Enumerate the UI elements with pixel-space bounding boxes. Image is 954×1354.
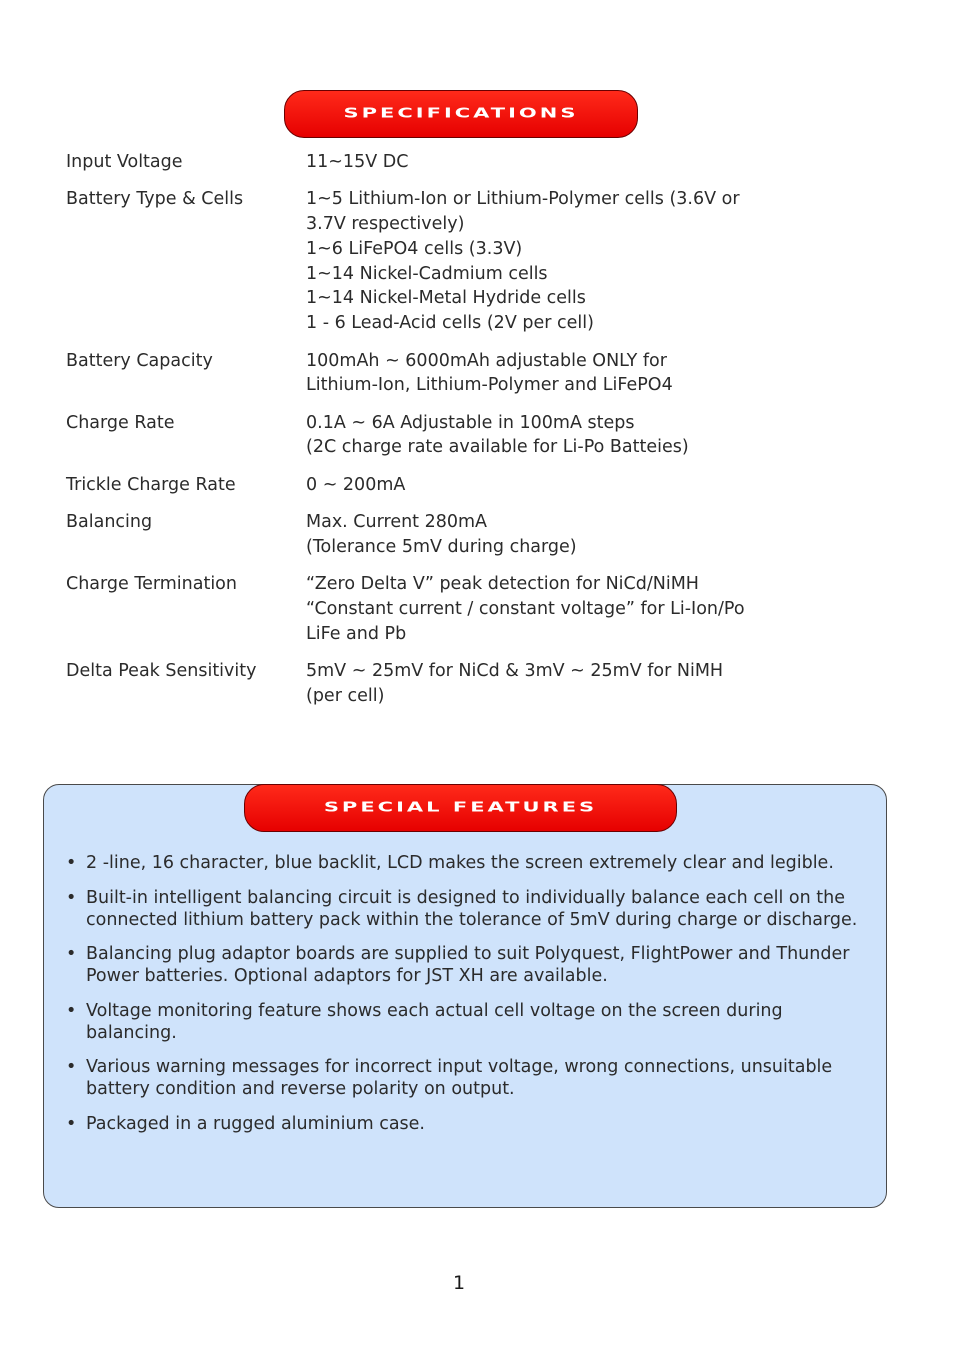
- spec-row: [66, 349, 826, 399]
- bullet-icon: •: [66, 887, 77, 908]
- spec-label: Charge Rate: [66, 412, 175, 433]
- specifications-heading-text: SPECIFICATIONS: [343, 105, 579, 121]
- spec-label: Delta Peak Sensitivity: [66, 661, 257, 682]
- spec-label: Balancing: [66, 512, 153, 533]
- feature-item: [66, 1113, 866, 1135]
- spec-value-line: (per cell): [306, 685, 385, 706]
- spec-label: Charge Termination: [66, 574, 237, 595]
- spec-value-line: “Zero Delta V” peak detection for NiCd/NiMH: [306, 574, 699, 595]
- feature-item: [66, 1056, 866, 1100]
- spec-value-line: 1~14 Nickel-Metal Hydride cells: [306, 288, 586, 309]
- spec-value-line: 100mAh ~ 6000mAh adjustable ONLY for: [306, 350, 667, 371]
- specifications-table: [66, 150, 826, 721]
- spec-value-line: (Tolerance 5mV during charge): [306, 536, 577, 557]
- spec-value-line: 1~14 Nickel-Cadmium cells: [306, 263, 548, 284]
- bullet-icon: •: [66, 1113, 77, 1134]
- special-features-heading: [244, 784, 677, 832]
- spec-value-line: Lithium-Ion, Lithium-Polymer and LiFePO4: [306, 375, 673, 396]
- feature-text: Various warning messages for incorrect input voltage, wrong connections, unsuitable battery condition and reverse polarity on output.: [86, 1057, 833, 1099]
- spec-value: [306, 473, 826, 498]
- spec-value-line: LiFe and Pb: [306, 623, 407, 644]
- spec-value: [306, 572, 826, 646]
- feature-item: [66, 1000, 866, 1044]
- special-features-list: [66, 852, 866, 1147]
- spec-value: [306, 150, 826, 175]
- specifications-heading: [284, 90, 638, 138]
- spec-value: [306, 349, 826, 399]
- spec-value-line: 1~5 Lithium-Ion or Lithium-Polymer cells (3.6V or: [306, 189, 740, 210]
- spec-row: [66, 187, 826, 336]
- spec-row: [66, 659, 826, 709]
- spec-value-line: Max. Current 280mA: [306, 512, 488, 533]
- bullet-icon: •: [66, 1057, 77, 1077]
- spec-row: [66, 411, 826, 461]
- spec-value-line: 0.1A ~ 6A Adjustable in 100mA steps: [306, 412, 635, 433]
- spec-row: [66, 150, 826, 175]
- spec-value-line: 0 ~ 200mA: [306, 474, 406, 495]
- spec-value-line: 1 - 6 Lead-Acid cells (2V per cell): [306, 313, 594, 334]
- spec-label: Trickle Charge Rate: [66, 474, 236, 495]
- bullet-icon: •: [66, 944, 77, 964]
- spec-value-line: 11~15V DC: [306, 152, 409, 172]
- spec-value: [306, 510, 826, 560]
- bullet-icon: •: [66, 1000, 77, 1021]
- special-features-heading-text: SPECIAL FEATURES: [323, 799, 598, 815]
- spec-row: [66, 510, 826, 560]
- spec-value-line: 5mV ~ 25mV for NiCd & 3mV ~ 25mV for NiMH: [306, 661, 724, 682]
- spec-value-line: 3.7V respectively): [306, 214, 465, 235]
- spec-value: [306, 659, 826, 709]
- spec-value: [306, 411, 826, 461]
- spec-value-line: 1~6 LiFePO4 cells (3.3V): [306, 238, 523, 259]
- spec-row: [66, 473, 826, 498]
- feature-item: [66, 943, 866, 987]
- spec-value: [306, 187, 826, 336]
- feature-item: [66, 852, 866, 874]
- spec-label: Battery Capacity: [66, 350, 213, 371]
- spec-label: Battery Type & Cells: [66, 189, 244, 210]
- spec-value-line: (2C charge rate available for Li-Po Batteies): [306, 437, 689, 458]
- feature-item: [66, 887, 866, 931]
- spec-row: [66, 572, 826, 646]
- feature-text: 2 -line, 16 character, blue backlit, LCD makes the screen extremely clear and legible.: [86, 853, 834, 873]
- spec-value-line: “Constant current / constant voltage” for Li-Ion/Po: [306, 598, 745, 619]
- spec-label: Input Voltage: [66, 152, 183, 172]
- feature-text: Built-in intelligent balancing circuit is designed to individually balance each cell on the connected lithium battery pack within the tolerance of 5mV during charge or discharge.: [86, 887, 858, 930]
- bullet-icon: •: [66, 853, 77, 873]
- page-number: 1: [452, 1272, 466, 1294]
- feature-text: Balancing plug adaptor boards are supplied to suit Polyquest, FlightPower and Thunder Power batteries. Optional adaptors for JST XH are available.: [86, 944, 850, 986]
- feature-text: Voltage monitoring feature shows each actual cell voltage on the screen during balancing.: [86, 1000, 783, 1043]
- feature-text: Packaged in a rugged aluminium case.: [86, 1113, 425, 1134]
